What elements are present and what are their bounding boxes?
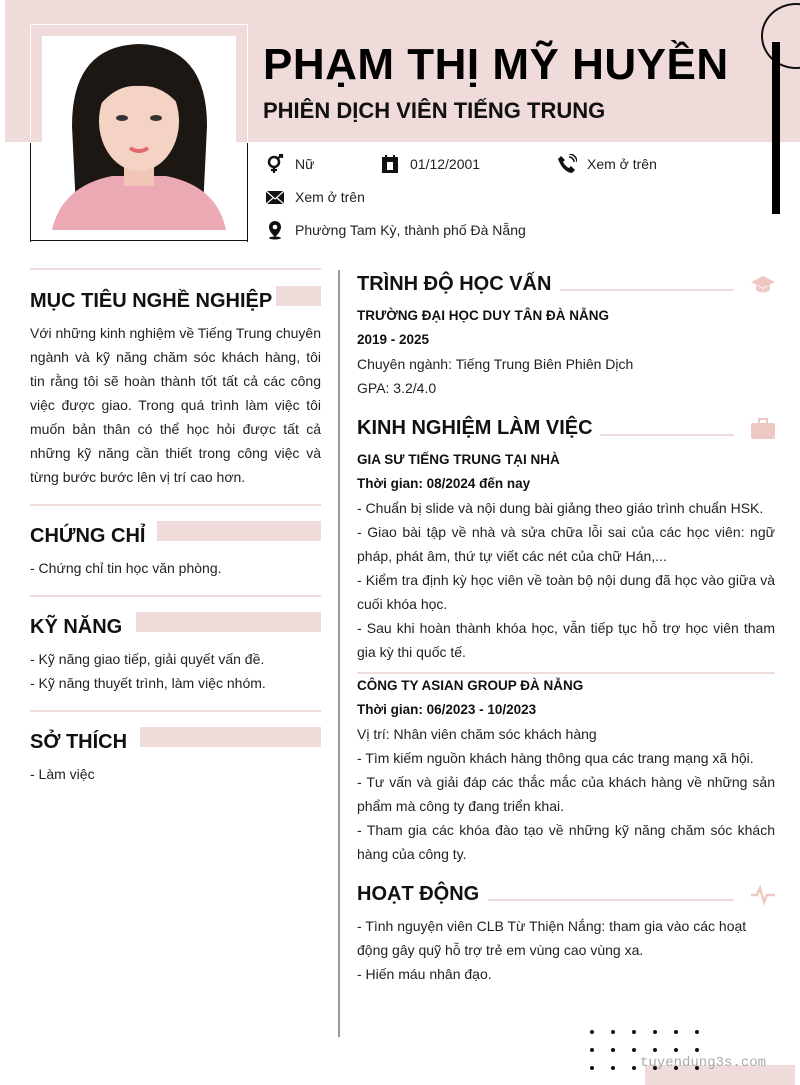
column-divider bbox=[338, 270, 340, 1037]
gender-icon bbox=[265, 154, 285, 174]
job-line: Vị trí: Nhân viên chăm sóc khách hàng bbox=[357, 726, 597, 742]
heading-line bbox=[600, 434, 734, 436]
activities-list bbox=[357, 914, 775, 986]
birthday-value: 01/12/2001 bbox=[410, 156, 481, 172]
decor-bar bbox=[772, 42, 780, 214]
heading-accent bbox=[157, 521, 321, 541]
job-line: - Kiểm tra định kỳ học viên về toàn bộ nội dung đã học vào giữa và cuối khóa học. bbox=[357, 572, 775, 612]
hobby-item: - Làm việc bbox=[30, 766, 95, 782]
education-major: Chuyên ngành: Tiếng Trung Biên Phiên Dịch bbox=[357, 356, 634, 372]
education-gpa: GPA: 3.2/4.0 bbox=[357, 380, 437, 396]
gender-info bbox=[265, 154, 314, 174]
divider-line bbox=[30, 504, 321, 506]
birthday-info bbox=[380, 154, 480, 174]
objective-heading: MỤC TIÊU NGHỀ NGHIỆP bbox=[30, 290, 273, 312]
location-icon bbox=[265, 220, 285, 240]
job-entry bbox=[357, 674, 775, 866]
phone-icon bbox=[557, 154, 577, 174]
skill-item: - Kỹ năng giao tiếp, giải quyết vấn đề. bbox=[30, 651, 265, 667]
activities-heading: HOẠT ĐỘNG bbox=[357, 883, 480, 905]
education-years: 2019 - 2025 bbox=[357, 332, 430, 347]
job-entry bbox=[357, 448, 775, 664]
experience-heading: KINH NGHIỆM LÀM VIỆC bbox=[357, 417, 593, 439]
cert-item: - Chứng chỉ tin học văn phòng. bbox=[30, 560, 222, 576]
candidate-name: PHẠM THỊ MỸ HUYỀN bbox=[263, 40, 729, 89]
job-line: - Sau khi hoàn thành khóa học, vẫn tiếp tục hỗ trợ học viên tham gia kỳ thi quốc tế. bbox=[357, 620, 775, 660]
job-company: CÔNG TY ASIAN GROUP ĐÀ NẴNG bbox=[357, 678, 584, 693]
objective-text: Với những kinh nghiệm về Tiếng Trung chuyên ngành và kỹ năng chăm sóc khách hàng, tôi tin rằng tôi sẽ hoàn thành tốt tất cả các công việc được giao. Trong quá trình làm việc tôi muốn bản thân có thể học hỏi được tất cả những kỹ năng cần thiết trong công việc và từng bước bước lên vị trí cao hơn. bbox=[30, 325, 321, 485]
divider-line bbox=[30, 595, 321, 597]
address-info bbox=[265, 220, 526, 240]
job-time: Thời gian: 08/2024 đến nay bbox=[357, 476, 531, 491]
email-value: Xem ở trên bbox=[295, 189, 365, 205]
heading-accent bbox=[136, 612, 321, 632]
activity-item: - Tình nguyện viên CLB Từ Thiện Nắng: tham gia vào các hoạt động gây quỹ hỗ trợ trẻ em vùng cao vùng xa. bbox=[357, 918, 747, 958]
briefcase-icon bbox=[750, 418, 776, 440]
gender-value: Nữ bbox=[295, 156, 315, 172]
heading-accent bbox=[140, 727, 321, 747]
calendar-icon bbox=[380, 154, 400, 174]
certs-heading: CHỨNG CHỈ bbox=[30, 525, 146, 547]
education-heading: TRÌNH ĐỘ HỌC VẤN bbox=[357, 273, 552, 295]
job-line: - Tư vấn và giải đáp các thắc mắc của khách hàng về những sản phẩm mà công ty đang triển khai. bbox=[357, 774, 775, 814]
job-company: GIA SƯ TIẾNG TRUNG TẠI NHÀ bbox=[357, 452, 560, 467]
address-value: Phường Tam Kỳ, thành phố Đà Nẵng bbox=[295, 222, 526, 238]
email-info bbox=[265, 187, 365, 207]
job-line: - Tìm kiếm nguồn khách hàng thông qua các trang mạng xã hội. bbox=[357, 750, 754, 766]
divider-line bbox=[30, 710, 321, 712]
heartbeat-icon bbox=[750, 884, 776, 906]
phone-value: Xem ở trên bbox=[587, 156, 657, 172]
job-title: PHIÊN DỊCH VIÊN TIẾNG TRUNG bbox=[263, 98, 606, 123]
profile-photo bbox=[42, 36, 236, 230]
divider-line bbox=[30, 268, 321, 270]
job-time: Thời gian: 06/2023 - 10/2023 bbox=[357, 702, 537, 717]
email-icon bbox=[265, 187, 285, 207]
heading-accent bbox=[276, 286, 321, 306]
heading-line bbox=[560, 289, 734, 291]
phone-info bbox=[557, 154, 657, 174]
job-line: - Giao bài tập về nhà và sửa chữa lỗi sai của các học viên: ngữ pháp, phát âm, thứ tự viết các nét của chữ Hán,... bbox=[357, 524, 775, 564]
graduation-cap-icon bbox=[750, 274, 776, 296]
skills-heading: KỸ NĂNG bbox=[30, 616, 123, 638]
job-line: - Tham gia các khóa đào tạo về những kỹ năng chăm sóc khách hàng của công ty. bbox=[357, 822, 775, 862]
skill-item: - Kỹ năng thuyết trình, làm việc nhóm. bbox=[30, 675, 266, 691]
watermark: tuyendung3s.com bbox=[640, 1055, 767, 1071]
hobbies-heading: SỞ THÍCH bbox=[30, 731, 128, 753]
heading-line bbox=[488, 899, 734, 901]
activity-item: - Hiến máu nhân đạo. bbox=[357, 966, 492, 982]
job-line: - Chuẩn bị slide và nội dung bài giảng theo giáo trình chuẩn HSK. bbox=[357, 500, 764, 516]
school-name: TRƯỜNG ĐẠI HỌC DUY TÂN ĐÀ NẴNG bbox=[357, 308, 609, 323]
